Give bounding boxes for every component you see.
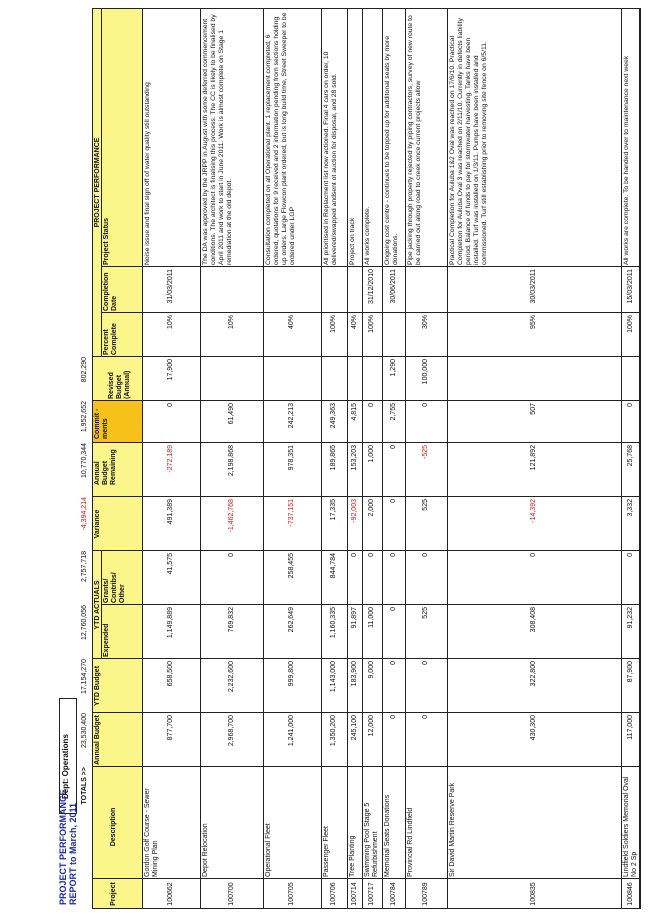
cell-percent-complete: 40% [288, 315, 295, 330]
cell-variance: 525 [422, 499, 429, 511]
cell-completion-date: 30/03/2011 [530, 269, 537, 304]
cell-annual-budget: 12,000 [368, 715, 375, 737]
cell-variance: 17,335 [330, 499, 337, 521]
row-rule [621, 8, 622, 909]
row-rule [321, 8, 322, 909]
cell-annual-budget: 430,300 [530, 715, 537, 741]
cell-grants: 0 [351, 553, 358, 557]
cell-project-status: Pipe jacking through property rejected by piping contractors, survey of new route to be carried out along road to creek once current projects allow [407, 15, 422, 265]
header-project: Project [110, 882, 117, 906]
cell-expended: 11,000 [368, 607, 375, 628]
cell-completion-date: 30/06/2011 [390, 269, 397, 304]
cell-annual-remaining: -272,189 [167, 445, 174, 473]
header-ytd-actuals: YTD ACTUALS [94, 580, 101, 630]
total-ytd-budget: 17,154,270 [81, 659, 88, 695]
total-variance: -4,394,214 [81, 497, 88, 531]
cell-grants: 0 [422, 553, 429, 557]
header-expended: Expended [103, 623, 110, 657]
cell-revised-budget: 17,900 [167, 359, 174, 381]
col-rule-12 [101, 266, 640, 267]
cell-percent-complete: 100% [368, 315, 375, 333]
cell-annual-remaining: 978,351 [288, 445, 295, 471]
cell-percent-complete: 95% [530, 315, 537, 330]
cell-expended: 525 [422, 607, 429, 619]
cell-project-status: All prioritised in Replacment list now actioned. Final 4 cars on order, 10 delivered/swapped andsent ot auction for disposal, and 28 sold. [323, 51, 338, 265]
cell-grants: 0 [627, 553, 634, 557]
row-rule [263, 8, 264, 909]
cell-ytd-budget: 2,232,600 [228, 661, 235, 693]
cell-annual-remaining: 189,865 [330, 445, 337, 471]
cell-project-status: Practical Completion for Auluba 1&2 Oval was reached on 17/6/10. Practical Completion for Auluba Oval 3 was reached on 2/11/10. Currently in defects liability period. Balance of funds to pay for stormwater harvesting. Tanks have been installed. Turf was installed on 1/3/11. Pumps have been installed and commissioned. Turf still establishing prior to removing site fence on 6/5/11. [449, 18, 488, 265]
cell-annual-remaining: 153,203 [351, 445, 358, 471]
cell-annual-budget: 0 [390, 715, 397, 719]
cell-project-status: All works complete. [364, 206, 371, 265]
row-rule [362, 8, 363, 909]
header-bottom-rule [142, 8, 143, 909]
cell-project: 100662 [167, 882, 174, 906]
cell-project: 100784 [390, 882, 397, 906]
header-project-performance: PROJECT PERFORMANCE [94, 137, 101, 228]
cell-annual-remaining: 2,198,868 [228, 445, 235, 477]
cell-grants: 0 [390, 553, 397, 557]
cell-project: 100789 [422, 882, 429, 906]
total-annual-budget: 23,530,400 [81, 713, 88, 749]
cell-variance: -1,462,768 [228, 499, 235, 533]
cell-annual-budget: 0 [422, 715, 429, 719]
header-grants: Grants/ Contribs/ Other [103, 572, 126, 603]
row-rule [447, 8, 448, 909]
cell-ytd-budget: 1,143,000 [330, 661, 337, 693]
row-rule [382, 8, 383, 909]
cell-project-status: Noise issue and final sign off of water quality still outstanding [144, 82, 151, 265]
cell-project-status: The DA was approved by the JRPP in August with some deferred commencement conditions. The architect is finalising this process. The CC is likely to be finalised by April 2011 and work to start in June 2011. Work is almost complete on Stage 1 remediation at the old depot. [202, 14, 233, 265]
cell-description: Passenger Fleet [323, 826, 330, 877]
header-percent-complete: Percent Complete [103, 323, 118, 355]
cell-grants: 258,455 [288, 553, 295, 579]
header-description: Description [110, 807, 117, 847]
header-completion-date: Completion Date [103, 272, 118, 311]
cell-project: 100717 [368, 882, 375, 906]
cell-commitments: 0 [422, 403, 429, 407]
cell-commitments: 242,213 [288, 403, 295, 429]
cell-commitments: 0 [167, 403, 174, 407]
header-project-status: Project Status [103, 217, 110, 265]
cell-percent-complete: 40% [351, 315, 358, 330]
cell-ytd-budget: 0 [390, 661, 397, 665]
cell-grants: 844,784 [330, 553, 337, 579]
cell-description: Operational Fleet [265, 823, 272, 877]
cell-commitments: 507 [530, 403, 537, 415]
cell-annual-budget: 117,000 [627, 715, 634, 740]
cell-expended: 769,832 [228, 607, 235, 633]
cell-grants: 0 [228, 553, 235, 557]
cell-annual-budget: 1,241,000 [288, 715, 295, 747]
cell-variance: 0 [390, 499, 397, 503]
cell-annual-remaining: 0 [390, 445, 397, 449]
cell-commitments: 4,815 [351, 403, 358, 421]
cell-expended: 1,149,889 [167, 607, 174, 639]
cell-ytd-budget: 0 [422, 661, 429, 665]
total-grants: 2,757,718 [81, 551, 88, 583]
ytd-actuals-divider [101, 551, 102, 659]
cell-expended: 1,160,335 [330, 607, 337, 639]
row-rule [200, 8, 201, 909]
cell-project: 100700 [228, 882, 235, 906]
cell-variance: 3,332 [627, 499, 634, 517]
cell-variance: 2,000 [368, 499, 375, 517]
cell-percent-complete: 100% [627, 315, 634, 333]
cell-ytd-budget: 658,500 [167, 661, 174, 687]
cell-description: Tree Planting [349, 835, 356, 877]
cell-completion-date: 31/12/2010 [368, 269, 375, 305]
cell-project: 100835 [530, 882, 537, 906]
dept-label: Dept: Operations [61, 734, 70, 799]
cell-expended: 308,408 [530, 607, 537, 633]
cell-variance: 491,389 [167, 499, 174, 525]
performance-divider [101, 8, 102, 357]
cell-variance: -14,392 [530, 499, 537, 523]
cell-annual-remaining: -525 [422, 445, 429, 460]
cell-project-status: Consultation completed on all Operational plant. 1 replacement completed, 6 ordered, quotations for 9 received and 2 information pending from sections holding up orders. Large Flowcon plant ordered, but is long build time, Street Sweeper to be ordered under LGP [265, 12, 296, 265]
cell-revised-budget: 100,000 [422, 359, 429, 385]
cell-commitments: 249,363 [330, 403, 337, 429]
header-annual-budget: Annual Budget [94, 715, 101, 765]
cell-completion-date: 15/03/2011 [627, 269, 634, 304]
cell-project: 100706 [330, 882, 337, 906]
cell-revised-budget: 1,290 [390, 359, 397, 377]
cell-percent-complete: 10% [228, 315, 235, 330]
cell-project-status: Ongoing cost centre - continues to be topped up for additonal seats by more donations. [384, 36, 399, 265]
row-rule [640, 8, 641, 909]
cell-description: Gordon Golf Course - Sewer Mining Plan [144, 788, 159, 877]
cell-ytd-budget: 9,000 [368, 661, 375, 679]
cell-variance: -92,003 [351, 499, 358, 523]
header-variance: Variance [94, 509, 101, 539]
total-revised-budget: 802,290 [81, 357, 88, 383]
cell-description: Sir David Martin Reserve Park [449, 782, 456, 877]
cell-ytd-budget: 322,800 [530, 661, 537, 687]
cell-expended: 262,649 [288, 607, 295, 633]
cell-grants: 0 [368, 553, 375, 557]
cell-annual-remaining: 25,768 [627, 445, 634, 467]
report-subtitle: REPORT to March, 2011 [68, 802, 78, 905]
row-rule [347, 8, 348, 909]
report-title: PROJECT PERFORMANCE [58, 789, 68, 905]
cell-ytd-budget: 999,800 [288, 661, 295, 687]
total-commitments: 1,952,652 [81, 401, 88, 433]
cell-project: 100705 [288, 882, 295, 906]
cell-annual-budget: 877,700 [167, 715, 174, 741]
cell-project-status: All works are complete. To be handed over to maintenance next week [623, 55, 630, 265]
cell-commitments: 0 [627, 403, 634, 407]
dept-box [59, 698, 77, 814]
cell-commitments: 61,490 [228, 403, 235, 425]
cell-description: Depot Relocation [202, 823, 209, 877]
header-ytd-budget: YTD Budget [94, 665, 101, 707]
header-commitments: Commit -ments [94, 408, 109, 439]
cell-description: Memorial Seats Donations [384, 794, 391, 877]
cell-description: Swimming Pool Stage 5 Refurbishment [364, 802, 379, 877]
cell-description: Provincial Rd Lindfield [407, 807, 414, 877]
cell-project: 100846 [627, 882, 634, 906]
cell-ytd-budget: 87,900 [627, 661, 634, 683]
row-rule [405, 8, 406, 909]
cell-percent-complete: 100% [330, 315, 337, 333]
cell-grants: 41,575 [167, 553, 174, 575]
cell-annual-budget: 1,350,200 [330, 715, 337, 747]
header-annual-remaining: Annual Budget Remaining [94, 449, 117, 485]
cell-completion-date: 31/03/2011 [167, 269, 174, 304]
cell-percent-complete: 30% [422, 315, 429, 330]
cell-annual-budget: 2,968,700 [228, 715, 235, 747]
cell-description: Lindfield Soldiers Memorial Oval No 2 Sp [623, 776, 638, 877]
cell-annual-budget: 245,100 [351, 715, 358, 741]
header-revised-budget: Revised Budget (Annual) [108, 370, 131, 399]
cell-annual-remaining: 1,000 [368, 445, 375, 463]
cell-ytd-budget: 183,900 [351, 661, 358, 687]
cell-project-status: Project on track [349, 217, 356, 265]
cell-percent-complete: 10% [167, 315, 174, 330]
totals-label: TOTALS >> [81, 767, 88, 805]
total-expended: 12,760,056 [81, 605, 88, 641]
cell-annual-remaining: 121,892 [530, 445, 537, 471]
cell-commitments: 0 [368, 403, 375, 407]
cell-expended: 0 [390, 607, 397, 611]
cell-project: 100714 [351, 882, 358, 906]
cell-expended: 91,232 [627, 607, 634, 629]
total-annual-remaining: 10,770,344 [81, 443, 88, 479]
cell-variance: -737,151 [288, 499, 295, 527]
cell-expended: 91,897 [351, 607, 358, 629]
cell-commitments: 2,755 [390, 403, 397, 421]
cell-grants: 0 [530, 553, 537, 557]
